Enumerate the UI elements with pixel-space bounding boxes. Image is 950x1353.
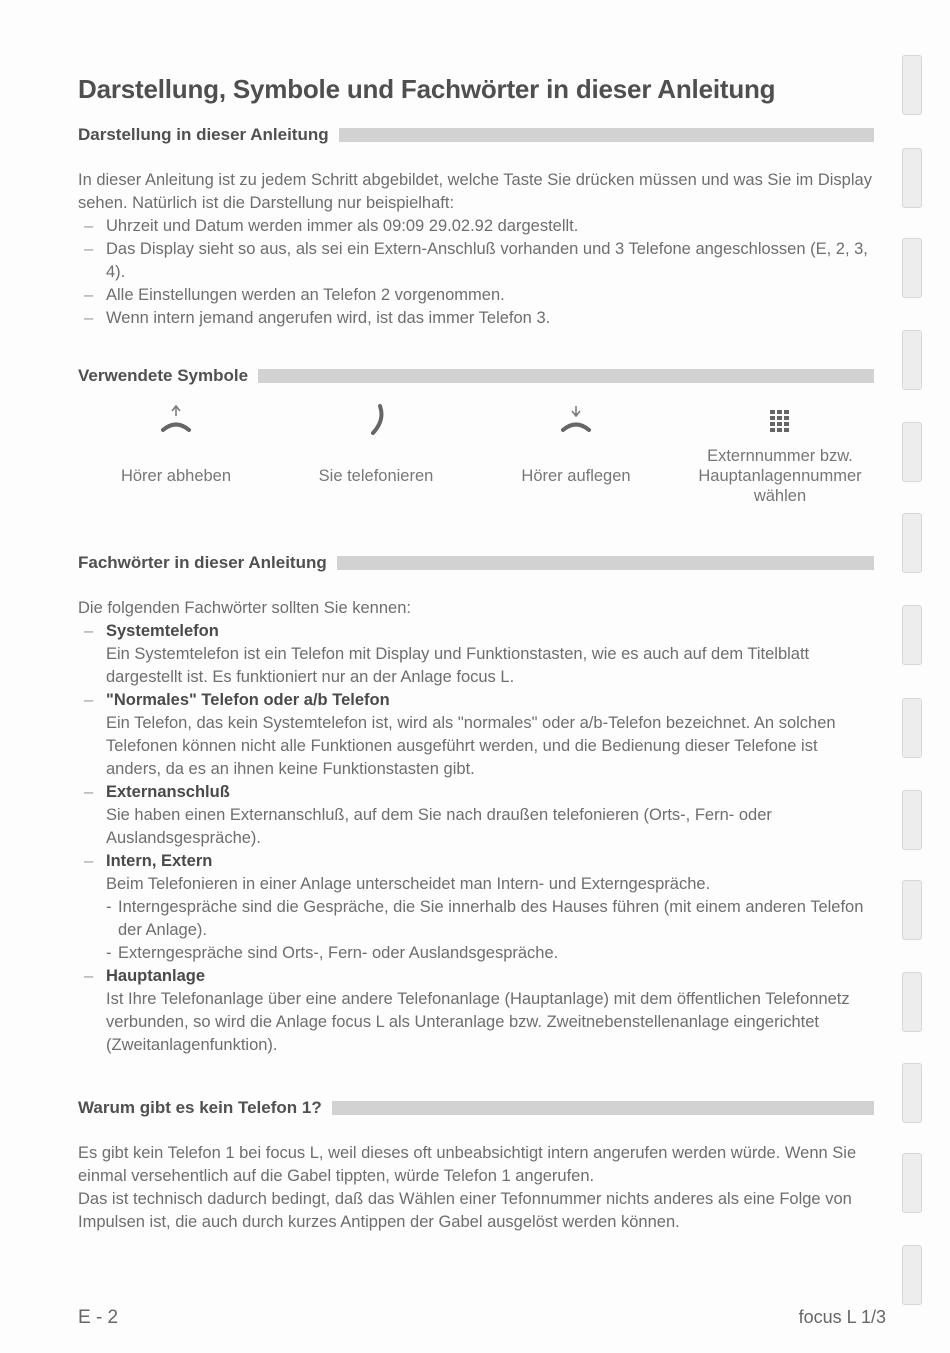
symbol-caption: Externnummer bzw. Hauptanlagennummer wählen bbox=[698, 447, 862, 505]
term-item: – Hauptanlage Ist Ihre Telefonanlage über eine andere Telefonanlage (Hauptanlage) mit dem öffentlichen Telefonnetz verbunden, so wird die Anlage focus L als Unteranlage bzw. Zweitnebenstellenanlage eingerichtet (Zweitanlagenfunktion). bbox=[78, 965, 874, 1057]
keypad-icon bbox=[768, 408, 792, 438]
page-number: E - 2 bbox=[78, 1307, 119, 1328]
handset-lift-icon bbox=[158, 404, 194, 438]
list-item: – Alle Einstellungen werden an Telefon 2 vorgenommen. bbox=[84, 286, 505, 304]
sub-list-item: - Interngespräche sind die Gespräche, die Sie innerhalb des Hauses führen (mit einem anderen Telefon der Anlage). bbox=[106, 898, 864, 939]
section-heading-bar bbox=[337, 556, 874, 570]
page-title: Darstellung, Symbole und Fachwörter in dieser Anleitung bbox=[78, 74, 776, 104]
register-tab bbox=[902, 148, 922, 208]
symbol-legend bbox=[78, 402, 884, 512]
term-text: Sie haben einen Externanschluß, auf dem Sie nach draußen telefonieren (Orts-, Fern- oder Auslandsgespräche). bbox=[106, 806, 772, 847]
symbol-caption: Sie telefonieren bbox=[318, 467, 434, 485]
term-text: Ist Ihre Telefonanlage über eine andere Telefonanlage (Hauptanlage) mit dem öffentlichen Telefonnetz verbunden, so wird die Anlage focus L als Unteranlage bzw. Zweitnebenstellenanlage eingerichtet (Zweitanlagenfunktion). bbox=[106, 990, 850, 1054]
section-heading-warum bbox=[78, 1097, 874, 1119]
darstellung-intro: In dieser Anleitung ist zu jedem Schritt abgebildet, welche Taste Sie drücken müssen und was Sie im Display sehen. Natürlich ist die Darstellung nur beispielhaft: bbox=[78, 171, 872, 212]
sub-list-item: - Externgespräche sind Orts-, Fern- oder Auslandsgespräche. bbox=[106, 944, 559, 962]
register-tab bbox=[902, 55, 922, 115]
term-item: – Intern, Extern Beim Telefonieren in einer Anlage unterscheidet man Intern- und Externgespräche. - Interngespräche sind die Gespräche, die Sie innerhalb des Hauses führen (mit einem anderen Telefon der Anlage). - Externgespräche sind Orts-, Fern- oder Auslandsgespräche. bbox=[78, 850, 874, 965]
register-tab bbox=[902, 422, 922, 482]
term-text: Ein Telefon, das kein Systemtelefon ist, wird als "normales" oder a/b-Telefon bezeichnet. An solchen Telefonen können nicht alle Funktionen ausgeführt werden, und die Bedienung dieser Telefone ist anders, da es an ihnen keine Funktionstasten gibt. bbox=[106, 714, 836, 778]
term-item: – "Normales" Telefon oder a/b Telefon Ein Telefon, das kein Systemtelefon ist, wird als "normales" oder a/b-Telefon bezeichnet. An solchen Telefonen können nicht alle Funktionen ausgeführt werden, und die Bedienung dieser Telefone ist anders, da es an ihnen keine Funktionstasten gibt. bbox=[78, 689, 874, 781]
term-title: Systemtelefon bbox=[106, 622, 219, 640]
section-heading-symbole bbox=[78, 365, 874, 387]
section-heading-darstellung bbox=[78, 124, 874, 146]
term-item: – Externanschluß Sie haben einen Externanschluß, auf dem Sie nach draußen telefonieren (Orts-, Fern- oder Auslandsgespräche). bbox=[78, 781, 874, 850]
term-text: Ein Systemtelefon ist ein Telefon mit Display und Funktionstasten, wie es auch auf dem Titelblatt dargestellt ist. Es funktioniert nur an der Anlage focus L. bbox=[106, 645, 810, 686]
register-tab bbox=[902, 605, 922, 665]
list-item: – Das Display sieht so aus, als sei ein Extern-Anschluß vorhanden und 3 Telefone angeschlossen (E, 2, 3, 4). bbox=[84, 240, 868, 281]
handset-hangup-icon bbox=[558, 404, 594, 438]
register-tab bbox=[902, 330, 922, 390]
handset-talk-icon bbox=[361, 402, 391, 438]
fachwoerter-intro: Die folgenden Fachwörter sollten Sie kennen: bbox=[78, 599, 411, 617]
list-item: – Wenn intern jemand angerufen wird, ist das immer Telefon 3. bbox=[84, 309, 551, 327]
term-item: – Systemtelefon Ein Systemtelefon ist ein Telefon mit Display und Funktionstasten, wie es auch auf dem Titelblatt dargestellt ist. Es funktioniert nur an der Anlage focus L. bbox=[78, 620, 874, 689]
footer-product: focus L 1/3 bbox=[798, 1307, 886, 1327]
register-tab bbox=[902, 1063, 922, 1123]
register-tab bbox=[902, 1153, 922, 1213]
register-tab bbox=[902, 238, 922, 298]
register-tab bbox=[902, 1245, 922, 1305]
section-heading-bar bbox=[258, 369, 874, 383]
fachwoerter-text bbox=[78, 597, 874, 1057]
register-tab bbox=[902, 698, 922, 758]
term-title: Externanschluß bbox=[106, 783, 230, 801]
warum-paragraph-2: Das ist technisch dadurch bedingt, daß das Wählen einer Tefonnummer nichts anderes als eine Folge von Impulsen ist, die auch durch kurzes Antippen der Gabel ausgelöst werden können. bbox=[78, 1190, 852, 1231]
warum-text bbox=[78, 1142, 874, 1234]
section-heading-fachwoerter bbox=[78, 552, 874, 574]
section-heading-label: Verwendete Symbole bbox=[78, 366, 249, 385]
symbol-caption: Hörer auflegen bbox=[521, 467, 631, 485]
register-tab bbox=[902, 972, 922, 1032]
register-tab bbox=[902, 790, 922, 850]
darstellung-text bbox=[78, 169, 874, 330]
term-text: Beim Telefonieren in einer Anlage unterscheidet man Intern- und Externgespräche. bbox=[106, 875, 711, 893]
section-heading-bar bbox=[339, 128, 874, 142]
list-item: – Uhrzeit und Datum werden immer als 09:09 29.02.92 dargestellt. bbox=[84, 217, 579, 235]
section-heading-label: Fachwörter in dieser Anleitung bbox=[78, 553, 327, 572]
register-tabs bbox=[902, 0, 922, 1353]
term-title: Hauptanlage bbox=[106, 967, 206, 985]
section-heading-bar bbox=[332, 1101, 874, 1115]
term-title: "Normales" Telefon oder a/b Telefon bbox=[106, 691, 390, 709]
section-heading-label: Warum gibt es kein Telefon 1? bbox=[78, 1098, 322, 1117]
register-tab bbox=[902, 880, 922, 940]
warum-paragraph-1: Es gibt kein Telefon 1 bei focus L, weil dieses oft unbeabsichtigt intern angerufen werden würde. Wenn Sie einmal versehentlich auf die Gabel tippten, würde Telefon 1 angerufen. bbox=[78, 1144, 857, 1185]
symbol-caption: Hörer abheben bbox=[120, 467, 232, 485]
register-tab bbox=[902, 513, 922, 573]
section-heading-label: Darstellung in dieser Anleitung bbox=[78, 125, 329, 144]
term-title: Intern, Extern bbox=[106, 852, 213, 870]
